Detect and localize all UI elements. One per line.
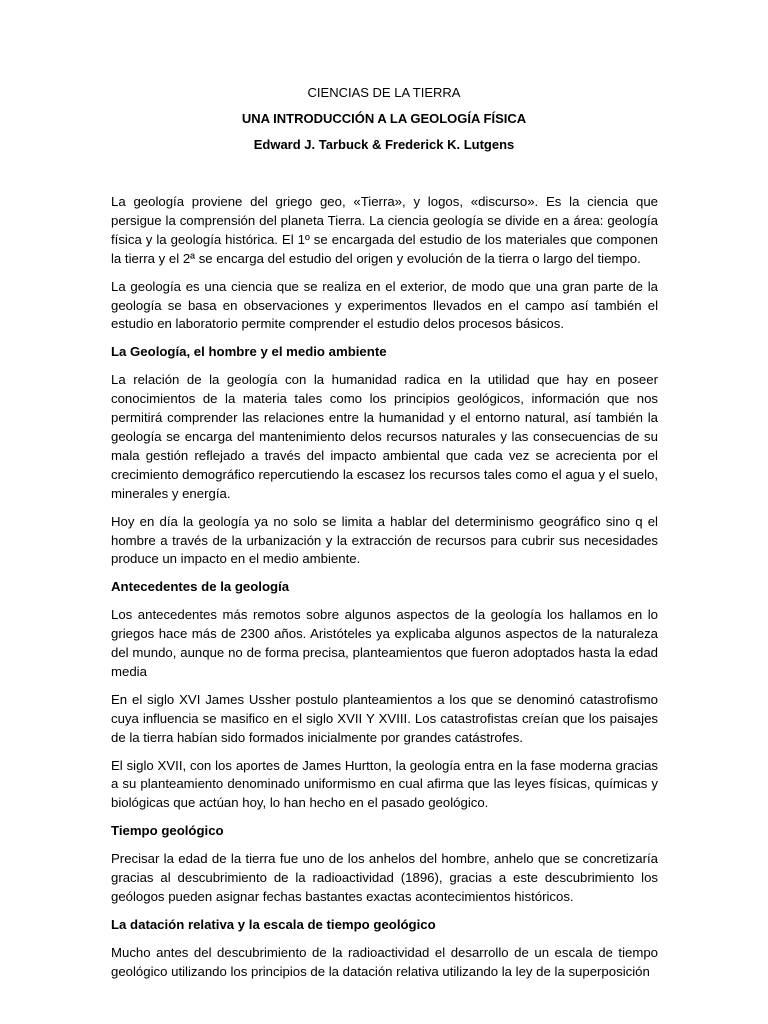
section-heading: Antecedentes de la geología — [111, 579, 290, 595]
paragraph: Los antecedentes más remotos sobre algunos aspectos de la geología los hallamos en lo griegos hace más de 2300 años. Aristóteles ya explicaba algunos aspectos de la naturaleza del mundo, aunque no de forma precisa, planteamientos que fueron adoptados hasta la edad media — [111, 607, 658, 679]
document-subtitle: UNA INTRODUCCIÓN A LA GEOLOGÍA FÍSICA — [241, 111, 527, 126]
paragraph: En el siglo XVI James Ussher postulo planteamientos a los que se denominó catastrofismo cuya influencia se masifico en el siglo XVII Y XVIII. Los catastrofistas creían que los paisajes de la tierra habían sido formados inicialmente por grandes catástrofes. — [111, 691, 658, 745]
section-heading: Tiempo geológico — [111, 823, 224, 839]
paragraph: Precisar la edad de la tierra fue uno de los anhelos del hombre, anhelo que se concretizaría gracias al descubrimiento de la radioactividad (1896), gracias a este descubrimiento los geólogos pueden asignar fechas bastantes exactas acontecimientos históricos. — [111, 851, 658, 904]
paragraph: La relación de la geología con la humanidad radica en la utilidad que hay en poseer conocimientos de la materia tales como los principios geológicos, información que nos permitirá comprender las relaciones entre la humanidad y el entorno natural, así también la geología se encarga del mantenimiento delos recursos naturales y las consecuencias de su mala gestión reflejado a través del impacto ambiental que cada vez se acrecienta por el crecimiento demográfico repercutiendo la escasez los recursos tales como el agua y el suelo, minerales y energía. — [111, 372, 658, 501]
paragraph: Mucho antes del descubrimiento de la radioactividad el desarrollo de un escala de tiempo geológico utilizando los principios de la datación relativa utilizando la ley de la superposición — [111, 944, 658, 979]
section-heading: La datación relativa y la escala de tiempo geológico — [111, 916, 436, 932]
paragraph: La geología es una ciencia que se realiza en el exterior, de modo que una gran parte de la geología se basa en observaciones y experimentos llevados en el campo así también el estudio en laboratorio permite comprender el estudio delos procesos básicos. — [111, 278, 658, 332]
paragraph: Hoy en día la geología ya no solo se limita a hablar del determinismo geográfico sino q el hombre a través de la urbanización y la extracción de recursos para cubrir sus necesidades produce un impacto en el medio ambiente. — [111, 513, 658, 567]
document-authors: Edward J. Tarbuck & Frederick K. Lutgens — [253, 137, 515, 152]
document-title: CIENCIAS DE LA TIERRA — [307, 85, 461, 100]
document-header — [0, 84, 768, 154]
paragraph: La geología proviene del griego geo, «Tierra», y logos, «discurso». Es la ciencia que persigue la comprensión del planeta Tierra. La ciencia geología se divide en a área: geología física y la geología histórica. El 1º se encargada del estudio de los materiales que componen la tierra y el 2ª se encarga del estudio del origen y evolución de la tierra o largo del tiempo. — [111, 194, 658, 266]
section-heading: La Geología, el hombre y el medio ambiente — [111, 344, 387, 360]
document-body — [111, 193, 658, 991]
paragraph: El siglo XVII, con los aportes de James Hurtton, la geología entra en la fase moderna gracias a su planteamiento denominado uniformismo en cual afirma que las leyes físicas, químicas y biológicas que actúan hoy, lo han hecho en el pasado geológico. — [111, 757, 658, 811]
